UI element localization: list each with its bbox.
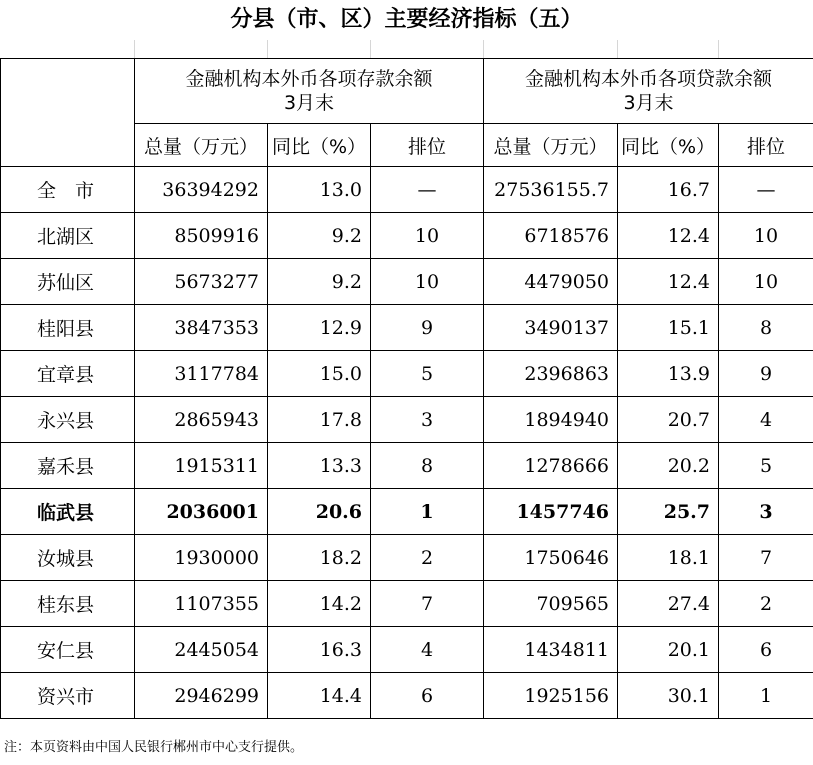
loan-yoy-header: 同比（%） [618,124,719,167]
loan-rank-cell: 4 [719,397,813,443]
deposit-yoy-cell: 9.2 [268,259,371,305]
loan-yoy-cell: 30.1 [618,673,719,719]
region-name-cell: 北湖区 [1,213,135,259]
loan-rank-cell: 8 [719,305,813,351]
loan-total-cell: 1925156 [484,673,618,719]
region-name-cell: 安仁县 [1,627,135,673]
table-row [1,443,813,489]
loan-total-cell: 709565 [484,581,618,627]
deposit-total-cell: 36394292 [135,167,268,213]
deposit-rank-cell: 2 [371,535,484,581]
deposit-total-cell: 8509916 [135,213,268,259]
loan-rank-cell: 9 [719,351,813,397]
corner-cell [1,59,135,167]
gridline [718,40,719,58]
loan-rank-cell: — [719,167,813,213]
deposit-total-cell: 2865943 [135,397,268,443]
region-name-cell: 桂阳县 [1,305,135,351]
table-row [1,627,813,673]
deposit-rank-cell: 6 [371,673,484,719]
deposit-group-title: 金融机构本外币各项存款余额 [185,68,433,90]
gridline [134,40,135,58]
gridline [483,40,484,58]
loan-yoy-cell: 20.7 [618,397,719,443]
region-name-cell: 临武县 [1,489,135,535]
deposit-total-cell: 3847353 [135,305,268,351]
loan-yoy-cell: 12.4 [618,259,719,305]
loan-rank-cell: 6 [719,627,813,673]
loan-rank-cell: 1 [719,673,813,719]
loan-yoy-cell: 25.7 [618,489,719,535]
table-row [1,351,813,397]
deposit-total-cell: 2445054 [135,627,268,673]
deposit-yoy-cell: 13.0 [268,167,371,213]
loan-total-cell: 1278666 [484,443,618,489]
deposit-total-cell: 1930000 [135,535,268,581]
loan-yoy-cell: 18.1 [618,535,719,581]
table-row [1,535,813,581]
deposit-group-header [135,59,484,124]
table-row [1,581,813,627]
deposit-yoy-cell: 12.9 [268,305,371,351]
loan-rank-cell: 10 [719,213,813,259]
loan-group-title: 金融机构本外币各项贷款余额 [524,68,772,90]
loan-yoy-cell: 20.2 [618,443,719,489]
region-name-cell: 永兴县 [1,397,135,443]
deposit-total-header: 总量（万元） [135,124,268,167]
table-row [1,397,813,443]
loan-yoy-cell: 13.9 [618,351,719,397]
loan-total-cell: 1434811 [484,627,618,673]
loan-yoy-cell: 16.7 [618,167,719,213]
deposit-yoy-cell: 17.8 [268,397,371,443]
footnote: 注：本页资料由中国人民银行郴州市中心支行提供。 [4,740,304,755]
deposit-total-cell: 1915311 [135,443,268,489]
deposit-total-cell: 2036001 [135,489,268,535]
loan-total-cell: 27536155.7 [484,167,618,213]
region-name-cell: 桂东县 [1,581,135,627]
loan-rank-cell: 2 [719,581,813,627]
deposit-rank-cell: 4 [371,627,484,673]
loan-total-cell: 3490137 [484,305,618,351]
deposit-yoy-header: 同比（%） [268,124,371,167]
deposit-yoy-cell: 13.3 [268,443,371,489]
loan-rank-cell: 10 [719,259,813,305]
region-name-cell: 资兴市 [1,673,135,719]
loan-rank-cell: 5 [719,443,813,489]
deposit-rank-cell: 7 [371,581,484,627]
region-name-cell: 汝城县 [1,535,135,581]
deposit-rank-cell: 3 [371,397,484,443]
loan-total-cell: 2396863 [484,351,618,397]
deposit-yoy-cell: 18.2 [268,535,371,581]
deposit-yoy-cell: 9.2 [268,213,371,259]
region-name-cell: 宜章县 [1,351,135,397]
gridline [267,40,268,58]
deposit-rank-cell: 10 [371,213,484,259]
loan-yoy-cell: 20.1 [618,627,719,673]
region-name-cell: 苏仙区 [1,259,135,305]
loan-rank-cell: 3 [719,489,813,535]
deposit-group-period: 3月末 [283,92,335,114]
deposit-rank-header: 排位 [371,124,484,167]
deposit-rank-cell: 5 [371,351,484,397]
loan-yoy-cell: 15.1 [618,305,719,351]
deposit-total-cell: 1107355 [135,581,268,627]
table-row [1,489,813,535]
deposit-total-cell: 5673277 [135,259,268,305]
table-title: 分县（市、区）主要经济指标（五） [230,7,583,32]
deposit-rank-cell: — [371,167,484,213]
region-name-cell: 全 市 [1,167,135,213]
loan-total-cell: 6718576 [484,213,618,259]
region-name-cell: 嘉禾县 [1,443,135,489]
gridline [370,40,371,58]
loan-rank-header: 排位 [719,124,813,167]
table-row [1,213,813,259]
deposit-rank-cell: 8 [371,443,484,489]
loan-total-cell: 4479050 [484,259,618,305]
deposit-yoy-cell: 14.2 [268,581,371,627]
loan-rank-cell: 7 [719,535,813,581]
loan-total-cell: 1457746 [484,489,618,535]
deposit-yoy-cell: 15.0 [268,351,371,397]
header-row-groups [1,59,813,124]
table-row [1,305,813,351]
economic-indicator-table [0,58,813,719]
table-row [1,167,813,213]
spreadsheet-gridlines [0,40,813,58]
loan-total-cell: 1894940 [484,397,618,443]
deposit-rank-cell: 1 [371,489,484,535]
gridline [617,40,618,58]
loan-yoy-cell: 12.4 [618,213,719,259]
deposit-total-cell: 2946299 [135,673,268,719]
loan-yoy-cell: 27.4 [618,581,719,627]
deposit-yoy-cell: 14.4 [268,673,371,719]
deposit-yoy-cell: 16.3 [268,627,371,673]
loan-total-header: 总量（万元） [484,124,618,167]
deposit-rank-cell: 9 [371,305,484,351]
loan-group-header [484,59,813,124]
table-row [1,259,813,305]
loan-total-cell: 1750646 [484,535,618,581]
loan-group-period: 3月末 [623,92,674,114]
deposit-yoy-cell: 20.6 [268,489,371,535]
deposit-total-cell: 3117784 [135,351,268,397]
table-row [1,673,813,719]
deposit-rank-cell: 10 [371,259,484,305]
